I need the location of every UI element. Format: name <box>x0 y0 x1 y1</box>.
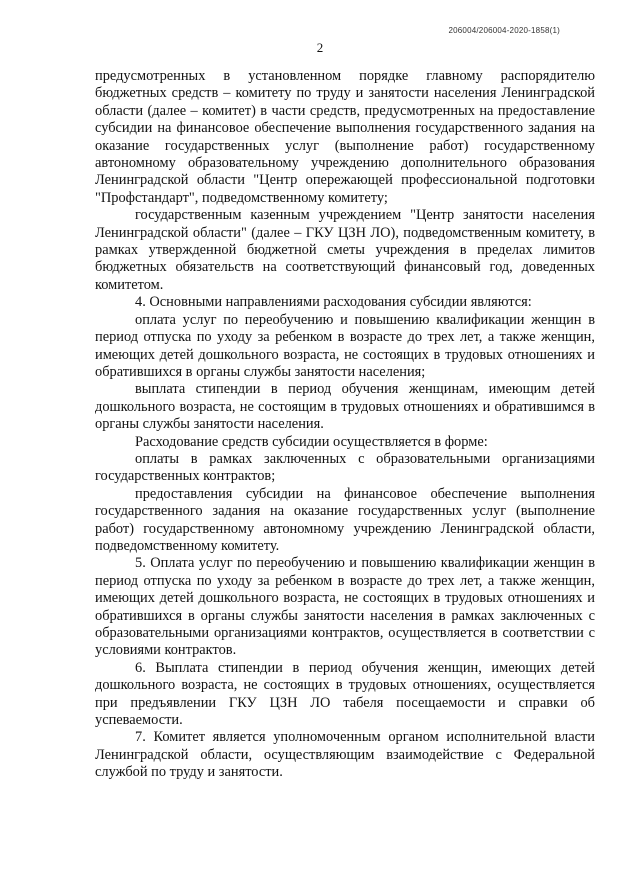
paragraph: предоставления субсидии на финансовое обеспечение выполнения государственного задания на оказание государственных услуг (выполнение работ) государственному автономному учреждению Ленинградской области, подведомственному комитету. <box>95 485 595 554</box>
paragraph-section-6: 6. Выплата стипендии в период обучения женщин, имеющих детей дошкольного возраста, не состоящих в трудовых отношениях, осуществляется при предъявлении ГКУ ЦЗН ЛО табеля посещаемости и справки об успеваемости. <box>95 659 595 729</box>
paragraph: оплата услуг по переобучению и повышению квалификации женщин в период отпуска по уходу за ребенком в возрасте до трех лет, а также женщин, имеющих детей дошкольного возраста, не состоящих в трудовых отношениях и обратившихся в органы службы занятости населения; <box>95 311 595 380</box>
paragraph: государственным казенным учреждением "Центр занятости населения Ленинградской области" (далее – ГКУ ЦЗН ЛО), подведомственным комитету, в рамках утвержденной бюджетной сметы учреждения в пределах лимитов бюджетных обязательств на соответствующий финансовый год, доведенных комитетом. <box>95 207 595 293</box>
document-id: 206004/206004-2020-1858(1) <box>448 26 560 35</box>
paragraph-section-5: 5. Оплата услуг по переобучению и повышению квалификации женщин в период отпуска по уходу за ребенком в возрасте до трех лет, а также женщин, имеющих детей дошкольного возраста, не состоящих в трудовых отношениях и обратившихся в органы службы занятости населения в рамках заключенных с образовательными организациями контрактов, осуществляется в соответствии с условиями контрактов. <box>95 555 595 659</box>
page-number: 2 <box>316 40 324 55</box>
paragraph-section-7: 7. Комитет является уполномоченным органом исполнительной власти Ленинградской области, осуществляющим взаимодействие с Федеральной службой по труду и занятости. <box>95 729 595 781</box>
document-body <box>95 68 595 782</box>
paragraph-section-4: 4. Основными направлениями расходования субсидии являются: <box>135 294 532 311</box>
paragraph: выплата стипендии в период обучения женщинам, имеющим детей дошкольного возраста, не состоящим в трудовых отношениях и обратившимся в органы службы занятости населения. <box>95 381 595 433</box>
paragraph: оплаты в рамках заключенных с образовательными организациями государственных контрактов; <box>95 450 595 485</box>
paragraph: Расходование средств субсидии осуществляется в форме: <box>135 433 488 450</box>
paragraph-continuation: предусмотренных в установленном порядке главному распорядителю бюджетных средств – комитету по труду и занятости населения Ленинградской области (далее – комитет) в части средств, предусмотренных на предоставление субсидии на финансовое обеспечение выполнения государственного задания на оказание государственных услуг (выполнение работ) государственному автономному образовательному учреждению дополнительного образования Ленинградской области "Центр опережающей профессиональной подготовки "Профстандарт", подведомственному комитету; <box>95 68 595 206</box>
